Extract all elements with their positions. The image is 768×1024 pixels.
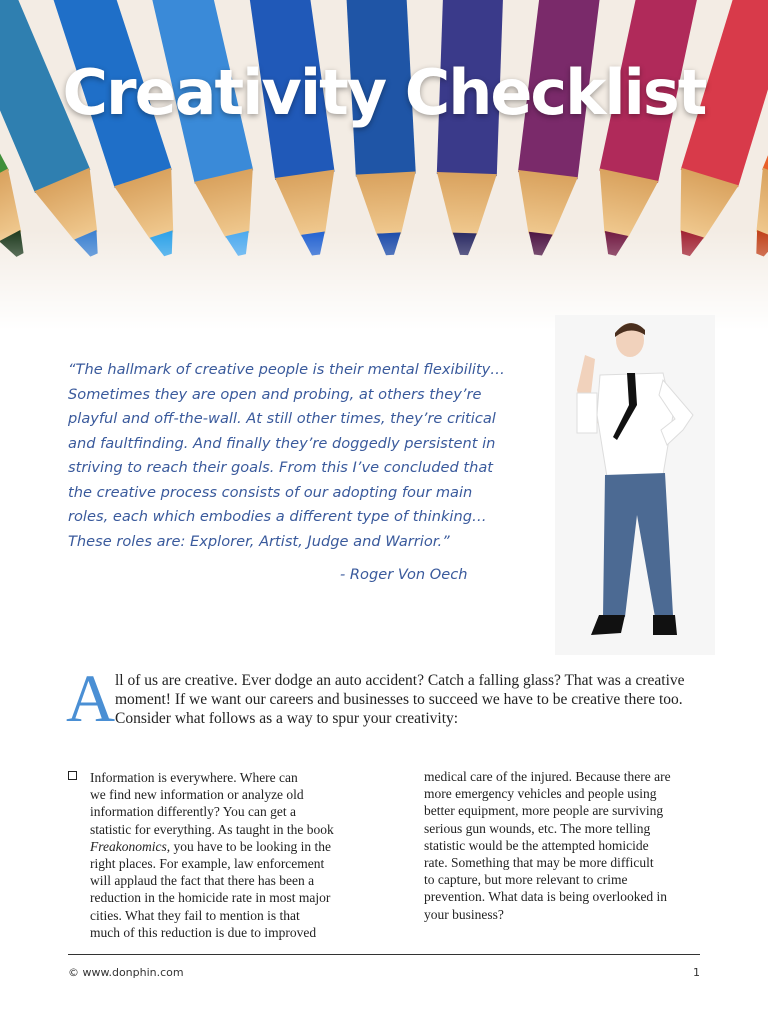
footer-divider xyxy=(68,954,700,955)
dropcap-letter: A xyxy=(66,660,116,736)
body-line: Freakonomics, you have to be looking in the xyxy=(90,838,331,854)
colored-pencils-image xyxy=(0,0,768,330)
body-line: prevention. What data is being overlooked in xyxy=(424,889,668,905)
book-title: Freakonomics xyxy=(90,838,167,854)
pencils-banner xyxy=(0,0,768,330)
body-line: serious gun wounds, etc. The more telling xyxy=(424,820,651,836)
body-line: reduction in the homicide rate in most major xyxy=(90,890,331,906)
body-line: will applaud the fact that there has been a xyxy=(90,873,315,889)
quote-line: These roles are: Explorer, Artist, Judge and Warrior.” xyxy=(68,532,450,550)
body-line: your business? xyxy=(424,906,504,922)
body-line: statistic would be the attempted homicide xyxy=(424,837,649,853)
body-line: information differently? You can get a xyxy=(90,804,296,820)
checkbox-icon[interactable] xyxy=(68,771,77,780)
man-pointing-photo xyxy=(555,315,715,655)
body-line: statistic for everything. As taught in the book xyxy=(90,821,334,837)
quote-author: - Roger Von Oech xyxy=(340,566,468,583)
quote-line: roles, each which embodies a different type of thinking… xyxy=(68,508,487,525)
body-column-right xyxy=(424,768,709,923)
body-line: to capture, but more relevant to crime xyxy=(424,872,628,888)
quote-line: and faultfinding. And finally they’re doggedly persistent in xyxy=(68,434,496,452)
footer-website: © www.donphin.com xyxy=(68,966,184,979)
quote-line: playful and off-the-wall. At still other times, they’re critical xyxy=(68,410,496,427)
body-line: right places. For example, law enforcement xyxy=(90,856,325,872)
page-title: Creativity Checklist xyxy=(62,56,706,129)
body-line: rate. Something that may be more difficult xyxy=(424,855,654,871)
body-line: Information is everywhere. Where can xyxy=(90,770,298,785)
body-line: cities. What they fail to mention is that xyxy=(90,907,300,923)
quote-line: striving to reach their goals. From this I’ve concluded that xyxy=(68,459,494,476)
body-line: much of this reduction is due to improved xyxy=(90,924,317,940)
body-line: medical care of the injured. Because there are xyxy=(424,769,671,784)
body-line: we find new information or analyze old xyxy=(90,787,304,803)
body-line: better equipment, more people are surviving xyxy=(424,803,664,819)
quote-line: the creative process consists of our adopting four main xyxy=(68,483,473,501)
page-number: 1 xyxy=(693,966,700,979)
quote-line: Sometimes they are open and probing, at others they’re xyxy=(68,385,482,403)
body-column-left xyxy=(90,769,380,941)
quote-block xyxy=(68,358,508,554)
quote-line: “The hallmark of creative people is their mental flexibility… xyxy=(68,361,505,378)
body-line: more emergency vehicles and people using xyxy=(424,786,657,802)
intro-paragraph: ll of us are creative. Ever dodge an auto accident? Catch a falling glass? That was a creative moment! If we want our careers and businesses to succeed we have to be creative there too. Consider what follows as a way to spur your creativity: xyxy=(115,672,685,727)
